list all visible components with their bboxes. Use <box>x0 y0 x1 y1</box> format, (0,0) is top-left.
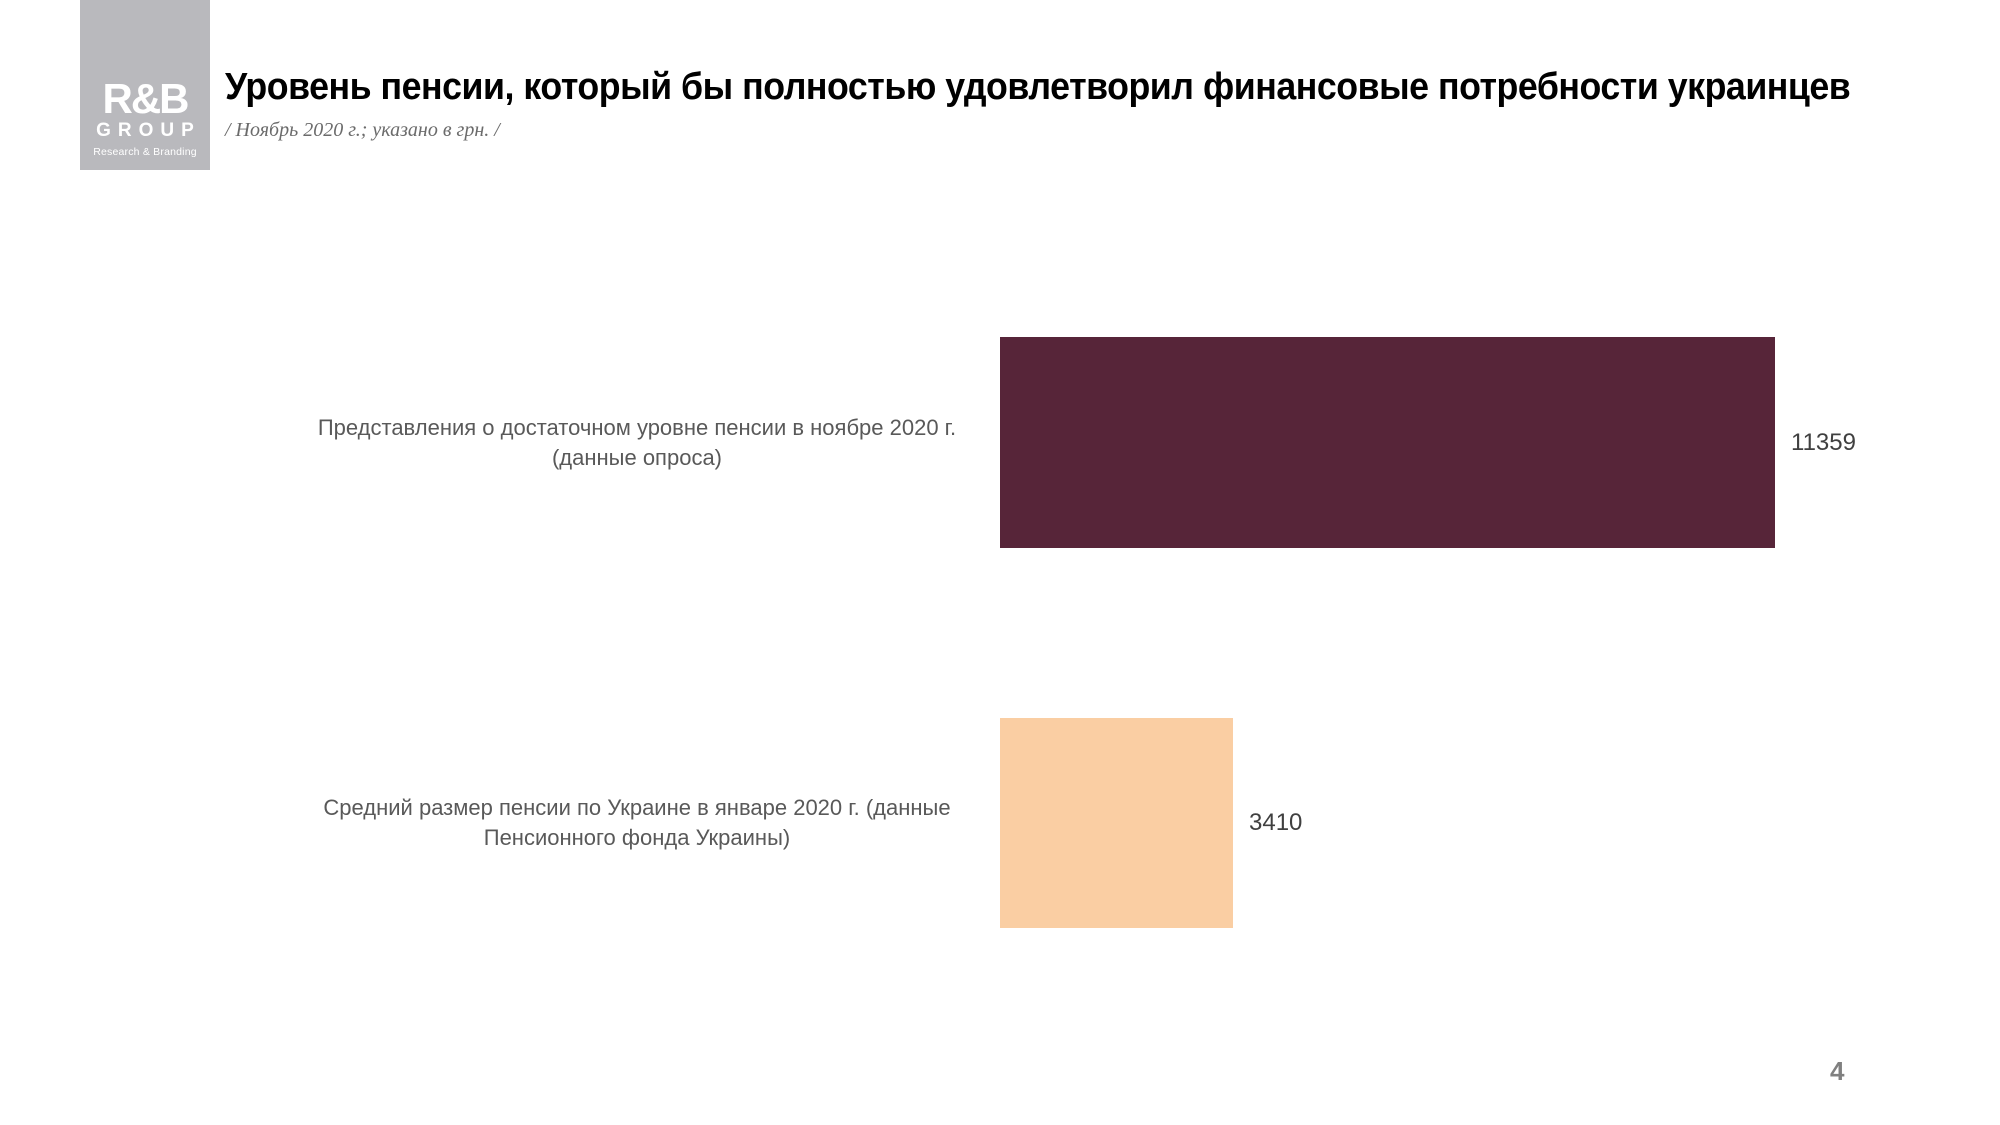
chart-row <box>0 718 2000 928</box>
header <box>225 66 2000 142</box>
chart-row <box>0 337 2000 548</box>
company-logo <box>80 0 210 170</box>
page-subtitle: / Ноябрь 2020 г.; указано в грн. / <box>225 119 500 141</box>
bar-label: Средний размер пенсии по Украине в январе 2020 г. (данные Пенсионного фонда Украины) <box>323 795 951 850</box>
bar <box>1000 718 1233 928</box>
page-number: 4 <box>1830 1056 1845 1086</box>
bar-value: 11359 <box>1791 428 1856 456</box>
logo-group-text: GROUP <box>96 120 201 141</box>
logo-brand-text: R&B <box>102 75 188 123</box>
bar-label: Представления о достаточном уровне пенсии в ноябре 2020 г. (данные опроса) <box>317 414 957 470</box>
bar <box>1000 337 1775 548</box>
page-title: Уровень пенсии, который бы полностью удовлетворил финансовые потребности украинцев <box>225 66 1851 108</box>
bar-value: 3410 <box>1249 809 1303 836</box>
logo-tagline: Research & Branding <box>93 146 197 158</box>
